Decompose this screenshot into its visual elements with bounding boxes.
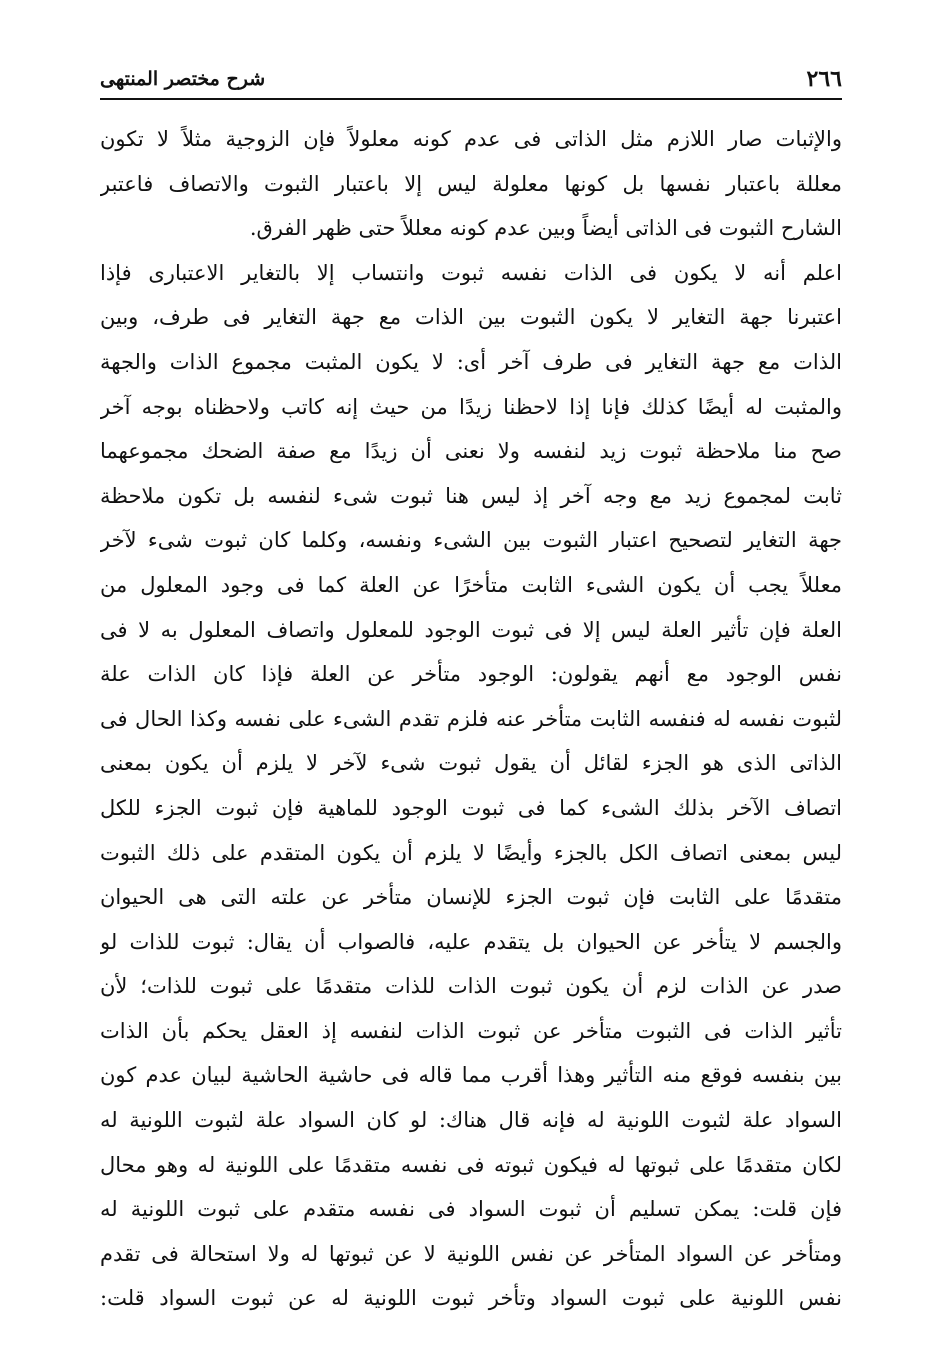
text-line: لثبوت نفسه له فنفسه الثابت متأخر عنه فلزم تقدم الشىء على نفسه وكذا الحال فى xyxy=(100,706,842,731)
text-line: السواد علة لثبوت اللونية له فإنه قال هناك: لو كان السواد علة لثبوت اللونية له xyxy=(100,1108,842,1133)
text-line: والجسم لا يتأخر عن الحيوان بل يتقدم عليه، فالصواب أن يقال: ثبوت للذات لو xyxy=(100,929,842,954)
text-line: تأثير الذات فى الثبوت متأخر عن ثبوت الذات لنفسه إذ العقل يحكم بأن الذات xyxy=(100,1018,842,1043)
text-line: لكان متقدمًا على ثبوتها له فيكون ثبوته فى نفسه متقدمًا على اللونية له وهو محال xyxy=(100,1152,842,1177)
text-line: نفس اللونية على ثبوت السواد وتأخر ثبوت اللونية له عن ثبوت السواد قلت: xyxy=(100,1286,842,1311)
text-line: معللة باعتبار نفسها بل كونها معلولة ليس إلا باعتبار الثبوت والاتصاف فاعتبر xyxy=(100,171,842,196)
header-rule xyxy=(100,98,842,100)
text-line: العلة فإن تأثير العلة ليس إلا فى ثبوت الوجود للمعلول واتصاف المعلول به لا فى xyxy=(100,617,842,642)
text-line: فإن قلت: يمكن تسليم أن ثبوت السواد فى نفسه متقدم على ثبوت اللونية له xyxy=(100,1197,842,1222)
text-line: صح منا ملاحظة ثبوت زيد لنفسه ولا نعنى أن زيدًا مع صفة الضحك مجموعهما xyxy=(100,439,842,464)
text-line: ليس بمعنى اتصاف الكل بالجزء وأيضًا لا يلزم أن يكون المتقدم على ذلك الثبوت xyxy=(100,840,842,865)
page-header xyxy=(100,62,842,98)
text-line: الشارح الثبوت فى الذاتى أيضاً وبين عدم كونه معللاً حتى ظهر الفرق. xyxy=(249,216,842,241)
text-line: نفس الوجود مع أنهم يقولون: الوجود متأخر عن العلة فإذا كان الذات علة xyxy=(100,662,842,687)
page-number: ٢٦٦ xyxy=(806,66,842,92)
text-line: صدر عن الذات لزم أن يكون ثبوت الذات للذات متقدمًا على ثبوت للذات؛ لأن xyxy=(100,974,842,999)
text-line: الذاتى الذى هو الجزء لقائل أن يقول ثبوت شىء لآخر لا يلزم أن يكون بمعنى xyxy=(100,751,842,776)
text-line: متقدمًا على الثابت فإن ثبوت الجزء للإنسان متأخر عن علته التى هى الحيوان xyxy=(100,885,842,910)
text-line: الذات مع جهة التغاير فى طرف آخر أى: لا يكون المثبت مجموع الذات والجهة xyxy=(100,349,842,374)
text-line: بين بنفسه فوقع منه التأثير وهذا أقرب مما قاله فى حاشية الحاشية لبيان عدم كون xyxy=(100,1063,842,1088)
book-title: شرح مختصر المنتهى xyxy=(100,68,266,90)
text-line: والإثبات صار اللازم مثل الذاتى فى عدم كونه معلولاً فإن الزوجية مثلاً لا تكون xyxy=(100,127,842,151)
text-line: اعلم أنه لا يكون فى الذات نفسه ثبوت وانتساب إلا بالتغاير الاعتبارى فإذا xyxy=(100,260,842,285)
text-line: ومتأخر عن السواد المتأخر عن نفس اللونية لا عن ثبوتها له ولا استحالة فى تقدم xyxy=(100,1241,842,1266)
text-line: والمثبت له أيضًا كذلك فإنا إذا لاحظنا زيدًا من حيث إنه كاتب ولاحظناه بوجه آخر xyxy=(100,394,842,419)
text-line: اتصاف الآخر بذلك الشىء كما فى ثبوت الوجود للماهية فإن ثبوت الجزء للكل xyxy=(100,795,842,820)
text-line: جهة التغاير لتصحيح اعتبار الثبوت بين الشىء ونفسه، وكلما كان ثبوت شىء لآخر xyxy=(100,528,842,553)
text-line: معللاً يجب أن يكون الشىء الثابت متأخرًا عن العلة كما فى وجود المعلول من xyxy=(100,572,842,597)
body-text xyxy=(100,117,842,1321)
text-line: ثابت لمجموع زيد مع وجه آخر إذ ليس هنا ثبوت شىء لنفسه بل تكون ملاحظة xyxy=(100,483,842,508)
text-line: اعتبرنا جهة التغاير لا يكون الثبوت بين الذات مع جهة التغاير فى طرف، وبين xyxy=(100,305,842,330)
